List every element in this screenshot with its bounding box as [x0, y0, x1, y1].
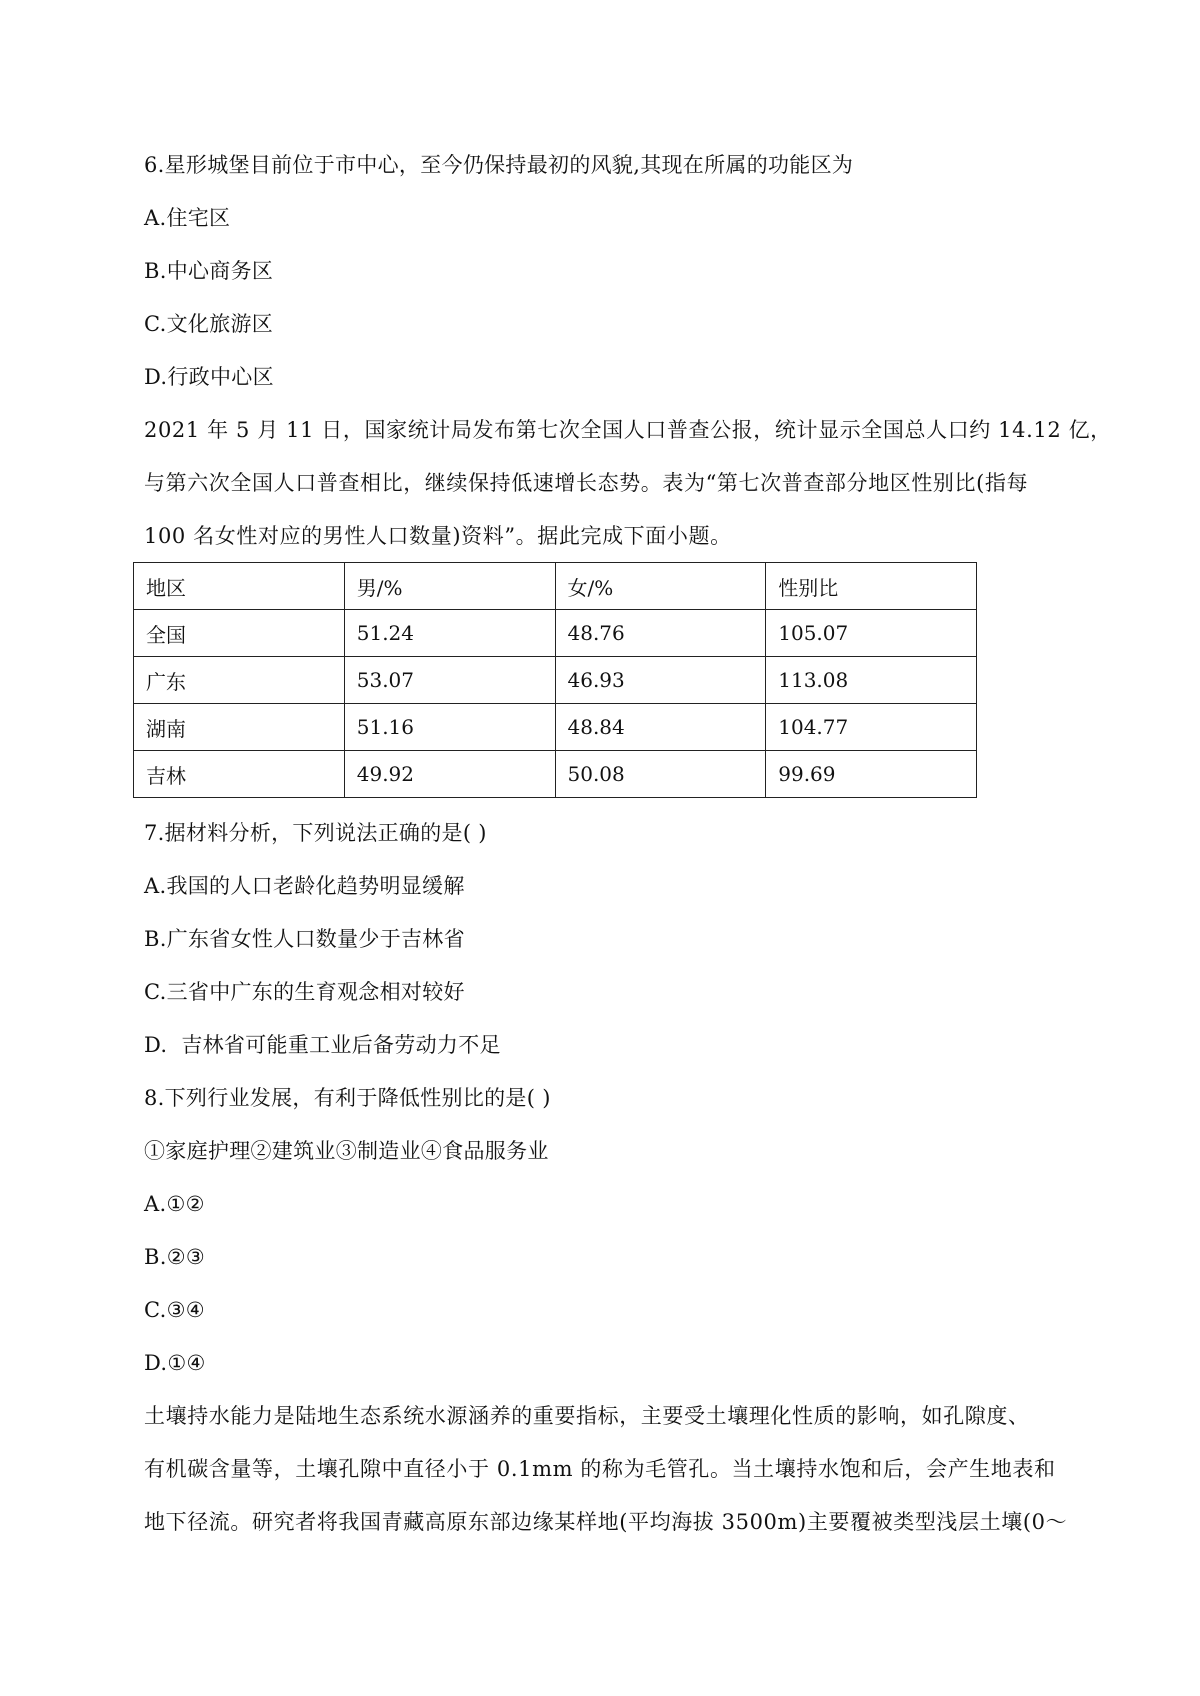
question-7-stem: 7.据材料分析，下列说法正确的是( ): [144, 821, 487, 845]
table-cell: 50.08: [555, 751, 766, 798]
material-2-line-3: 地下径流。研究者将我国青藏高原东部边缘某样地(平均海拔 3500m)主要覆被类型浅层土壤(0～: [144, 1510, 1068, 1534]
question-8-option-c: C.③④: [144, 1298, 205, 1322]
table-cell: 51.24: [344, 610, 555, 657]
question-8-option-d: D.①④: [144, 1351, 206, 1375]
question-8-option-b: B.②③: [144, 1245, 205, 1269]
table-cell: 48.76: [555, 610, 766, 657]
table-header-row: [134, 563, 977, 610]
question-6-option-d: D.行政中心区: [144, 365, 274, 389]
question-7-option-b: B.广东省女性人口数量少于吉林省: [144, 927, 465, 951]
table-cell: 99.69: [766, 751, 977, 798]
table-header-cell: 性别比: [766, 563, 977, 610]
table-cell: 51.16: [344, 704, 555, 751]
table-cell: 广东: [134, 657, 345, 704]
table-header-cell: 男/%: [344, 563, 555, 610]
table-row: [134, 610, 977, 657]
table-row: [134, 704, 977, 751]
question-8-items: ①家庭护理②建筑业③制造业④食品服务业: [144, 1139, 549, 1163]
table-cell: 113.08: [766, 657, 977, 704]
table-cell: 吉林: [134, 751, 345, 798]
table-cell: 48.84: [555, 704, 766, 751]
table-row: [134, 751, 977, 798]
material-1-line-3: 100 名女性对应的男性人口数量)资料”。据此完成下面小题。: [144, 524, 732, 548]
question-7-option-d: D. 吉林省可能重工业后备劳动力不足: [144, 1033, 501, 1057]
material-2-line-2: 有机碳含量等，土壤孔隙中直径小于 0.1mm 的称为毛管孔。当土壤持水饱和后，会产生地表和: [144, 1457, 1056, 1481]
question-8-stem: 8.下列行业发展，有利于降低性别比的是( ): [144, 1086, 551, 1110]
material-1-line-1: 2021 年 5 月 11 日，国家统计局发布第七次全国人口普查公报，统计显示全国总人口约 14.12 亿，: [144, 418, 1112, 442]
table-cell: 全国: [134, 610, 345, 657]
question-8-option-a: A.①②: [144, 1192, 205, 1216]
table-header-cell: 女/%: [555, 563, 766, 610]
question-6-option-a: A.住宅区: [144, 206, 231, 230]
question-6-option-c: C.文化旅游区: [144, 312, 274, 336]
table-header-cell: 地区: [134, 563, 345, 610]
table-row: [134, 657, 977, 704]
table-cell: 53.07: [344, 657, 555, 704]
material-2-line-1: 土壤持水能力是陆地生态系统水源涵养的重要指标，主要受土壤理化性质的影响，如孔隙度、: [144, 1404, 1030, 1428]
question-6-option-b: B.中心商务区: [144, 259, 274, 283]
question-7-option-a: A.我国的人口老龄化趋势明显缓解: [144, 874, 465, 898]
question-7-option-c: C.三省中广东的生育观念相对较好: [144, 980, 465, 1004]
table-cell: 46.93: [555, 657, 766, 704]
table-cell: 104.77: [766, 704, 977, 751]
table-cell: 湖南: [134, 704, 345, 751]
table-cell: 105.07: [766, 610, 977, 657]
sex-ratio-table: [133, 562, 977, 798]
question-6-stem: 6.星形城堡目前位于市中心，至今仍保持最初的风貌,其现在所属的功能区为: [144, 153, 854, 177]
table-cell: 49.92: [344, 751, 555, 798]
material-1-line-2: 与第六次全国人口普查相比，继续保持低速增长态势。表为“第七次普查部分地区性别比(指每: [144, 471, 1029, 495]
